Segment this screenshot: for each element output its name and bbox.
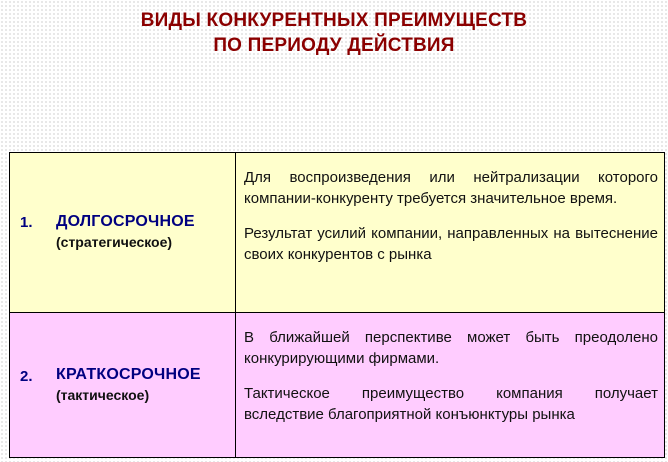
row-label-cell bbox=[10, 153, 236, 312]
row-name: КРАТКОСРОЧНОЕ bbox=[56, 366, 201, 383]
row-description-paragraph: Результат усилий компании, направленных на вытеснение своих конкурентов с рынка bbox=[244, 225, 658, 263]
row-description-paragraph: Тактическое преимущество компания получает вследствие благоприятной конъюнктуры рынка bbox=[244, 385, 658, 423]
title-line-1: ВИДЫ КОНКУРЕНТНЫХ ПРЕИМУЩЕСТВ bbox=[140, 10, 528, 31]
row-number: 1. bbox=[20, 214, 33, 231]
row-description-cell bbox=[236, 313, 664, 457]
row-name: ДОЛГОСРОЧНОЕ bbox=[56, 213, 195, 230]
row-label bbox=[56, 212, 195, 252]
table-row-long-term bbox=[10, 153, 664, 313]
row-description-cell bbox=[236, 153, 664, 312]
row-number: 2. bbox=[20, 368, 33, 385]
row-subname: (стратегическое) bbox=[56, 234, 173, 250]
page-title bbox=[0, 8, 668, 58]
row-subname: (тактическое) bbox=[56, 387, 150, 403]
advantages-table bbox=[9, 152, 665, 458]
row-description-paragraph: Для воспроизведения или нейтрализации которого компании-конкуренту требуется значительное время. bbox=[244, 169, 658, 207]
row-label bbox=[56, 365, 201, 405]
row-description-paragraph: В ближайшей перспективе может быть преодолено конкурирующими фирмами. bbox=[244, 329, 658, 367]
row-label-cell bbox=[10, 313, 236, 457]
table-row-short-term bbox=[10, 313, 664, 457]
title-line-2: ПО ПЕРИОДУ ДЕЙСТВИЯ bbox=[213, 35, 455, 56]
